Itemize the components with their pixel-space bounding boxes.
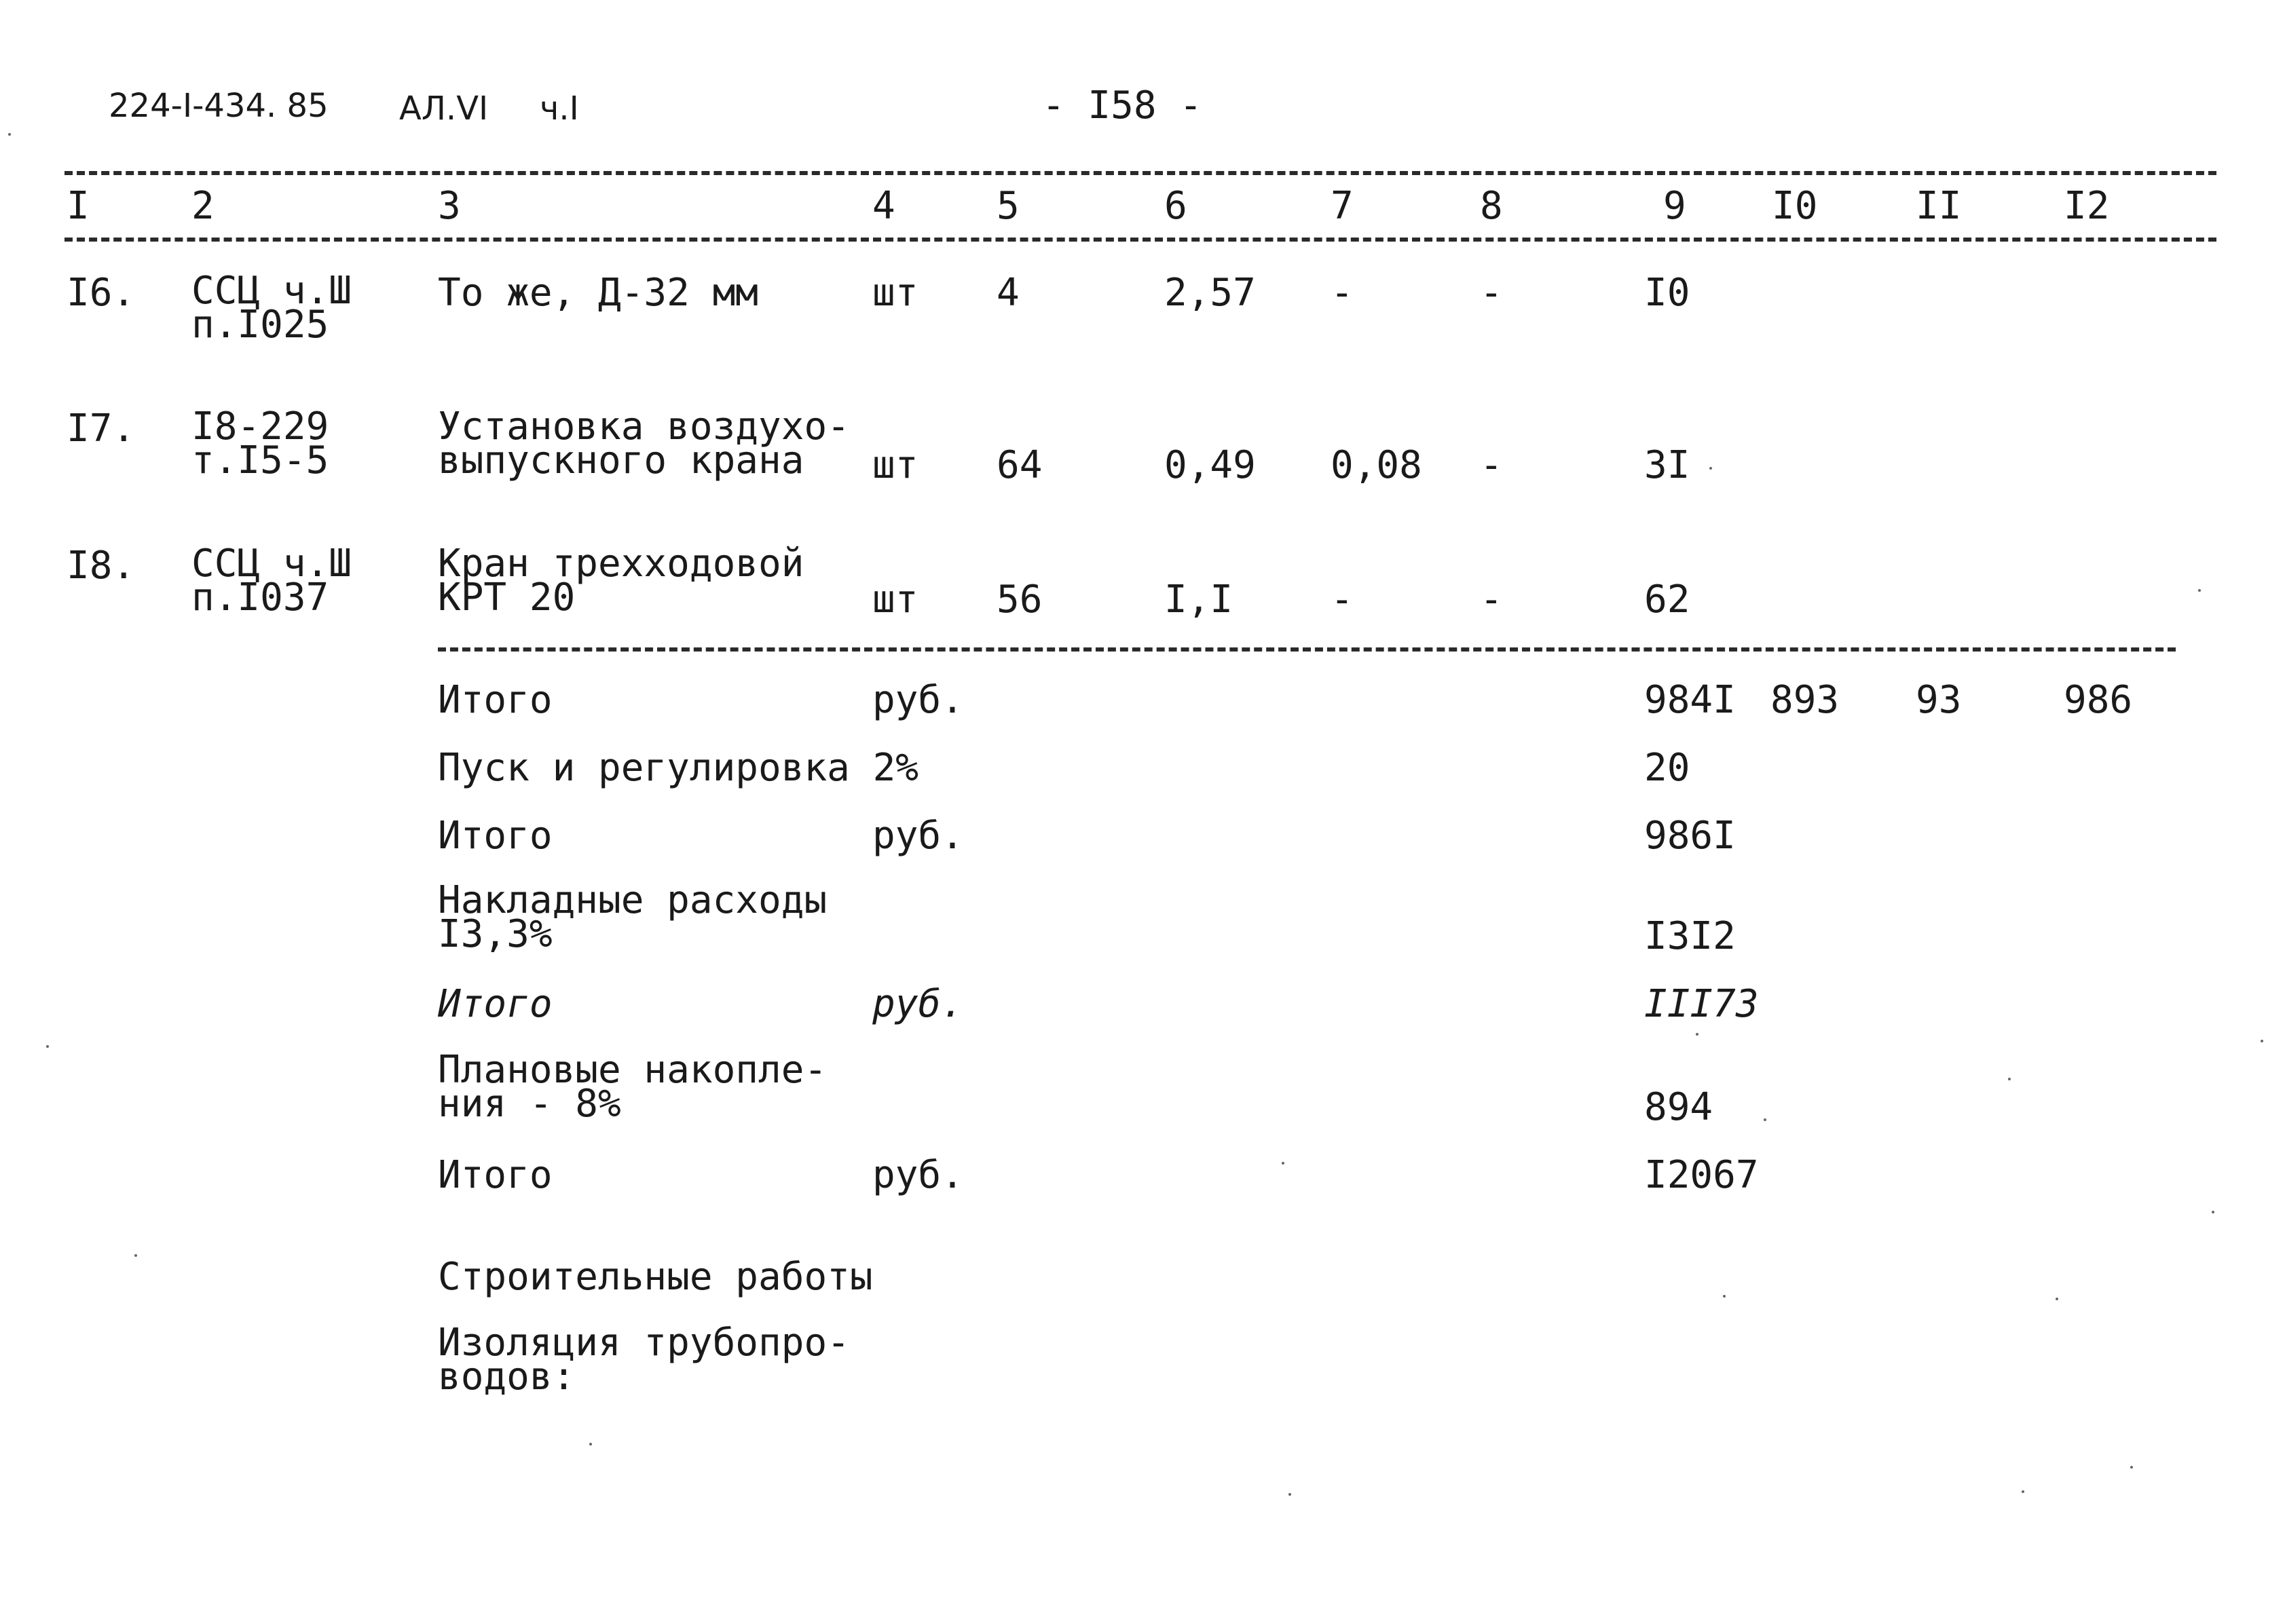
row-18-col8: - [1480, 578, 1503, 622]
row-17-col7: 0,08 [1331, 443, 1422, 487]
row-16-unit: шт [872, 271, 918, 315]
scan-speck [2056, 1298, 2058, 1300]
header-bottom-rule [64, 238, 2216, 242]
row-18-name: Кран трехходовой КРТ 20 [438, 542, 804, 620]
scan-speck [2261, 1040, 2263, 1042]
row-17-unit: шт [872, 443, 918, 487]
row-16-code: ССЦ ч.Ш п.I025 [191, 269, 352, 347]
row-18-quantity: 56 [997, 578, 1043, 622]
row-17-number: I7. [67, 407, 136, 451]
section-title: Строительные работы [438, 1255, 873, 1299]
subtotal-2-unit: руб. [872, 982, 964, 1026]
row-16-number: I6. [67, 271, 136, 315]
column-header-2: 2 [191, 184, 215, 228]
scan-speck [2198, 589, 2201, 592]
column-header-5: 5 [997, 184, 1020, 228]
total-unit: руб. [872, 678, 964, 722]
column-header-9: 9 [1663, 184, 1686, 228]
column-header-12: I2 [2064, 184, 2110, 228]
column-header-4: 4 [872, 184, 895, 228]
overhead-col9: I3I2 [1644, 914, 1736, 958]
scan-speck [2130, 1466, 2133, 1469]
row-16-quantity: 4 [997, 271, 1020, 315]
scan-speck [1282, 1162, 1284, 1165]
startup-col9: 20 [1644, 746, 1690, 790]
row-16-col7: - [1331, 271, 1354, 315]
row-18-col7: - [1331, 578, 1354, 622]
total-label: Итого [438, 678, 553, 722]
startup-label: Пуск и регулировка 2% [438, 746, 919, 790]
scan-speck [1288, 1493, 1291, 1496]
scan-speck [8, 133, 11, 136]
row-18-number: I8. [67, 544, 136, 588]
row-17-code: I8-229 т.I5-5 [191, 404, 329, 483]
scan-speck [589, 1443, 592, 1446]
subtotal-1-col9: 986I [1644, 814, 1736, 858]
grand-total-label: Итого [438, 1153, 553, 1197]
album-label: АЛ.VI [399, 90, 489, 128]
total-col10: 893 [1770, 678, 1840, 722]
row-17-price: 0,49 [1164, 443, 1256, 487]
scan-speck [1696, 1033, 1698, 1036]
scan-speck [1764, 1118, 1766, 1121]
scan-speck [46, 1045, 49, 1048]
planned-savings-col9: 894 [1644, 1085, 1713, 1129]
scan-speck [1723, 1295, 1726, 1298]
subtotal-2-col9: III73 [1644, 982, 1759, 1026]
row-18-total: 62 [1644, 578, 1690, 622]
row-18-price: I,I [1164, 578, 1233, 622]
page-number: - I58 - [1042, 83, 1203, 128]
subsection-title: Изоляция трубопро- водов: [438, 1321, 850, 1399]
scan-speck [2212, 1211, 2214, 1213]
subtotal-1-label: Итого [438, 814, 553, 858]
row-17-total: 3I [1644, 443, 1690, 487]
total-col12: 986 [2064, 678, 2133, 722]
scan-speck [2008, 1078, 2011, 1080]
column-header-10: I0 [1772, 184, 1818, 228]
row-16-total: I0 [1644, 271, 1690, 315]
row-17-quantity: 64 [997, 443, 1043, 487]
row-17-col8: - [1480, 443, 1503, 487]
row-17-name: Установка воздухо- выпускного крана [438, 404, 850, 483]
column-header-11: II [1916, 184, 1962, 228]
row-16-name: То же, Д-32 мм [438, 271, 759, 315]
row-18-code: ССЦ ч.Ш п.I037 [191, 542, 352, 620]
header-top-rule [64, 171, 2216, 175]
scan-speck [2022, 1490, 2024, 1493]
grand-total-col9: I2067 [1644, 1153, 1759, 1197]
overhead-label: Накладные расходы I3,3% [438, 878, 828, 956]
scan-speck [1709, 467, 1712, 470]
column-header-1: I [67, 184, 90, 228]
subtotal-2-label: Итого [438, 982, 553, 1026]
subtotal-1-unit: руб. [872, 814, 964, 858]
row-18-unit: шт [872, 578, 918, 622]
total-col11: 93 [1916, 678, 1962, 722]
column-header-7: 7 [1331, 184, 1354, 228]
scan-speck [134, 1254, 137, 1257]
planned-savings-label: Плановые накопле- ния - 8% [438, 1048, 828, 1126]
row-16-price: 2,57 [1164, 271, 1256, 315]
column-header-6: 6 [1164, 184, 1187, 228]
column-header-3: 3 [438, 184, 461, 228]
grand-total-unit: руб. [872, 1153, 964, 1197]
part-label: ч.I [540, 90, 579, 128]
document-code: 224-I-434. 85 [109, 87, 329, 125]
total-col9: 984I [1644, 678, 1736, 722]
totals-separator [438, 647, 2176, 652]
column-header-8: 8 [1480, 184, 1503, 228]
row-16-col8: - [1480, 271, 1503, 315]
